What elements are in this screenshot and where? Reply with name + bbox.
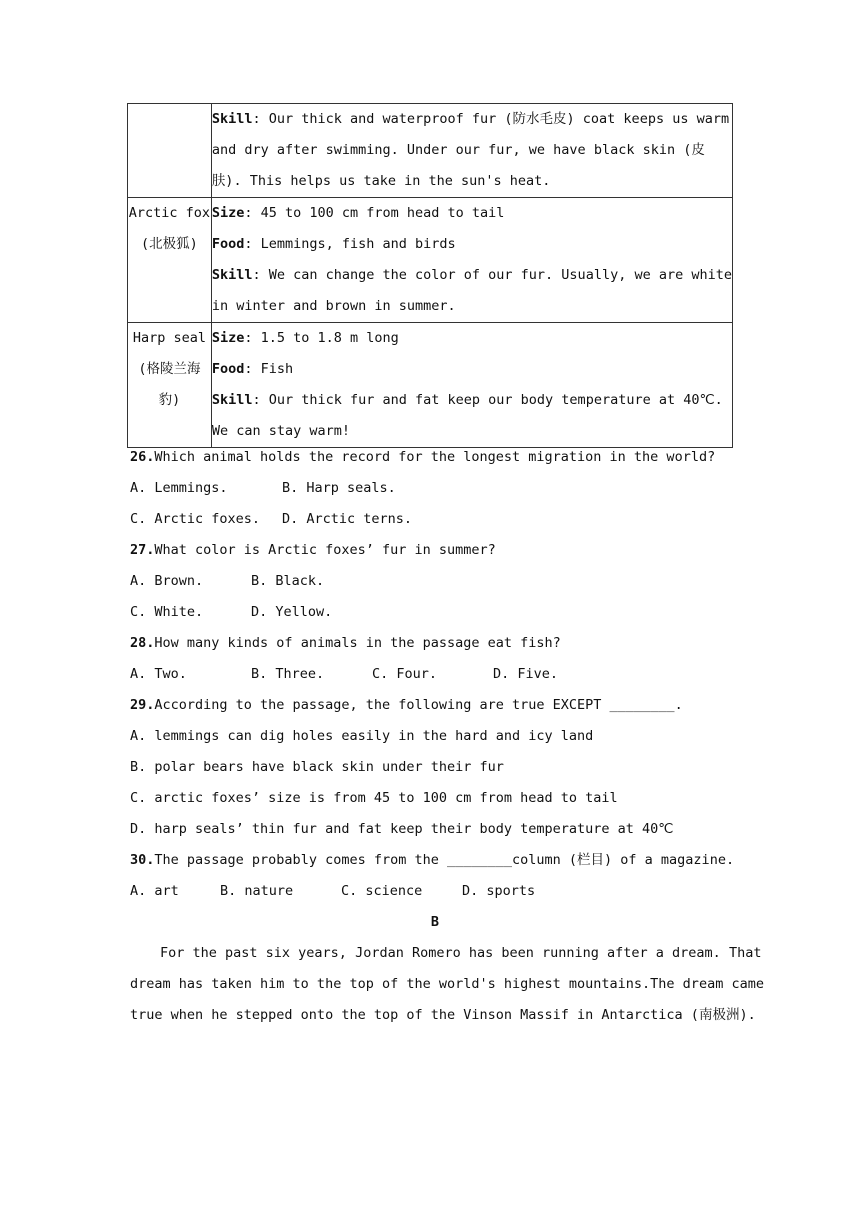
- option-line: [130, 504, 740, 535]
- info-label: Skill: [211, 392, 253, 408]
- animal-name-line: Harp seal: [132, 330, 206, 346]
- info-text: : 45 to 100 cm from head to tail: [244, 205, 505, 221]
- info-text: We can stay warm!: [211, 423, 350, 439]
- question-number: 28.: [130, 635, 155, 651]
- animal-info-cell: [211, 198, 732, 323]
- paragraph-line: dream has taken him to the top of the world's highest mountains.The dream came: [130, 976, 764, 992]
- info-text: : Our thick and waterproof fur (防水毛皮) coat keeps us warm: [252, 111, 730, 127]
- info-label: Food: [211, 236, 245, 252]
- info-label: Skill: [211, 111, 253, 127]
- question-text: The passage probably comes from the ________column (栏目) of a magazine.: [154, 852, 735, 868]
- question-stem: [130, 845, 740, 876]
- animal-name-line: [128, 135, 211, 166]
- info-text: : Our thick fur and fat keep our body temperature at 40℃.: [252, 392, 723, 408]
- answer-option: D. Arctic terns.: [282, 511, 413, 527]
- question-text: Which animal holds the record for the longest migration in the world?: [154, 449, 716, 465]
- question-text: What color is Arctic foxes’ fur in summer?: [154, 542, 496, 558]
- animal-name-cell: [128, 198, 212, 323]
- answer-option: D. Five.: [493, 666, 559, 682]
- animal-info-cell: [211, 323, 732, 448]
- info-text: and dry after swimming. Under our fur, we have black skin (皮: [211, 142, 705, 158]
- animal-name-line: [128, 104, 211, 135]
- option-line: [130, 597, 740, 628]
- question-text: How many kinds of animals in the passage eat fish?: [154, 635, 561, 651]
- info-line: [212, 198, 732, 229]
- answer-option: C. science: [341, 883, 423, 899]
- option-line: [130, 659, 740, 690]
- info-text: 肤). This helps us take in the sun's heat.: [211, 173, 551, 189]
- info-label: Food: [211, 361, 245, 377]
- answer-option: C. arctic foxes’ size is from 45 to 100 cm from head to tail: [130, 790, 618, 806]
- info-label: Size: [211, 205, 245, 221]
- option-line: [130, 876, 740, 907]
- info-line: [212, 323, 732, 354]
- info-line: [212, 291, 732, 322]
- question-list: [130, 442, 764, 1031]
- answer-option: A. art: [130, 883, 179, 899]
- option-line: [130, 473, 740, 504]
- table-row: [128, 323, 733, 448]
- animal-info-cell: [211, 104, 732, 198]
- info-line: [212, 385, 732, 416]
- table-row: [128, 198, 733, 323]
- info-line: [212, 260, 732, 291]
- option-line: [130, 721, 740, 752]
- question-number: 26.: [130, 449, 155, 465]
- paragraph-line: true when he stepped onto the top of the Vinson Massif in Antarctica (南极洲).: [130, 1007, 756, 1023]
- answer-option: A. lemmings can dig holes easily in the hard and icy land: [130, 728, 594, 744]
- option-line: [130, 752, 740, 783]
- info-line: [212, 354, 732, 385]
- info-label: Size: [211, 330, 245, 346]
- info-text: : Lemmings, fish and birds: [244, 236, 456, 252]
- question-stem: [130, 535, 740, 566]
- answer-option: A. Lemmings.: [130, 480, 228, 496]
- animal-name-line: (格陵兰海: [138, 361, 201, 377]
- info-text: : 1.5 to 1.8 m long: [244, 330, 399, 346]
- question-stem: [130, 442, 740, 473]
- question-number: 27.: [130, 542, 155, 558]
- answer-option: D. harp seals’ thin fur and fat keep their body temperature at 40℃: [130, 821, 674, 837]
- info-line: [212, 229, 732, 260]
- info-line: [212, 104, 732, 135]
- answer-option: B. Three.: [251, 666, 325, 682]
- answer-option: A. Two.: [130, 666, 187, 682]
- info-text: : Fish: [244, 361, 294, 377]
- question-stem: [130, 628, 740, 659]
- question-number: 29.: [130, 697, 155, 713]
- answer-option: B. Harp seals.: [282, 480, 396, 496]
- animal-name-cell: [128, 323, 212, 448]
- answer-option: D. sports: [462, 883, 536, 899]
- info-line: [212, 166, 732, 197]
- answer-option: A. Brown.: [130, 573, 204, 589]
- answer-option: D. Yellow.: [251, 604, 333, 620]
- animal-name-cell: [128, 104, 212, 198]
- option-line: [130, 814, 740, 845]
- option-line: [130, 566, 740, 597]
- question-text: According to the passage, the following are true EXCEPT ________.: [154, 697, 683, 713]
- section-heading: B: [430, 914, 440, 930]
- answer-option: C. White.: [130, 604, 204, 620]
- question-number: 30.: [130, 852, 155, 868]
- table-row: [128, 104, 733, 198]
- info-text: : We can change the color of our fur. Usually, we are white: [252, 267, 732, 283]
- animal-name-line: Arctic fox: [128, 205, 211, 221]
- paragraph-line: For the past six years, Jordan Romero has been running after a dream. That: [160, 945, 762, 961]
- question-stem: [130, 690, 740, 721]
- animal-name-line: 豹): [158, 392, 181, 408]
- info-line: [212, 135, 732, 166]
- info-label: Skill: [211, 267, 253, 283]
- answer-option: B. polar bears have black skin under their fur: [130, 759, 504, 775]
- option-line: [130, 783, 740, 814]
- answer-option: B. Black.: [251, 573, 325, 589]
- answer-option: C. Arctic foxes.: [130, 511, 261, 527]
- answer-option: B. nature: [220, 883, 294, 899]
- animal-name-line: [128, 166, 211, 197]
- animal-name-line: (北极狐): [141, 236, 198, 252]
- info-text: in winter and brown in summer.: [211, 298, 456, 314]
- answer-option: C. Four.: [372, 666, 438, 682]
- animal-facts-table: [127, 103, 733, 448]
